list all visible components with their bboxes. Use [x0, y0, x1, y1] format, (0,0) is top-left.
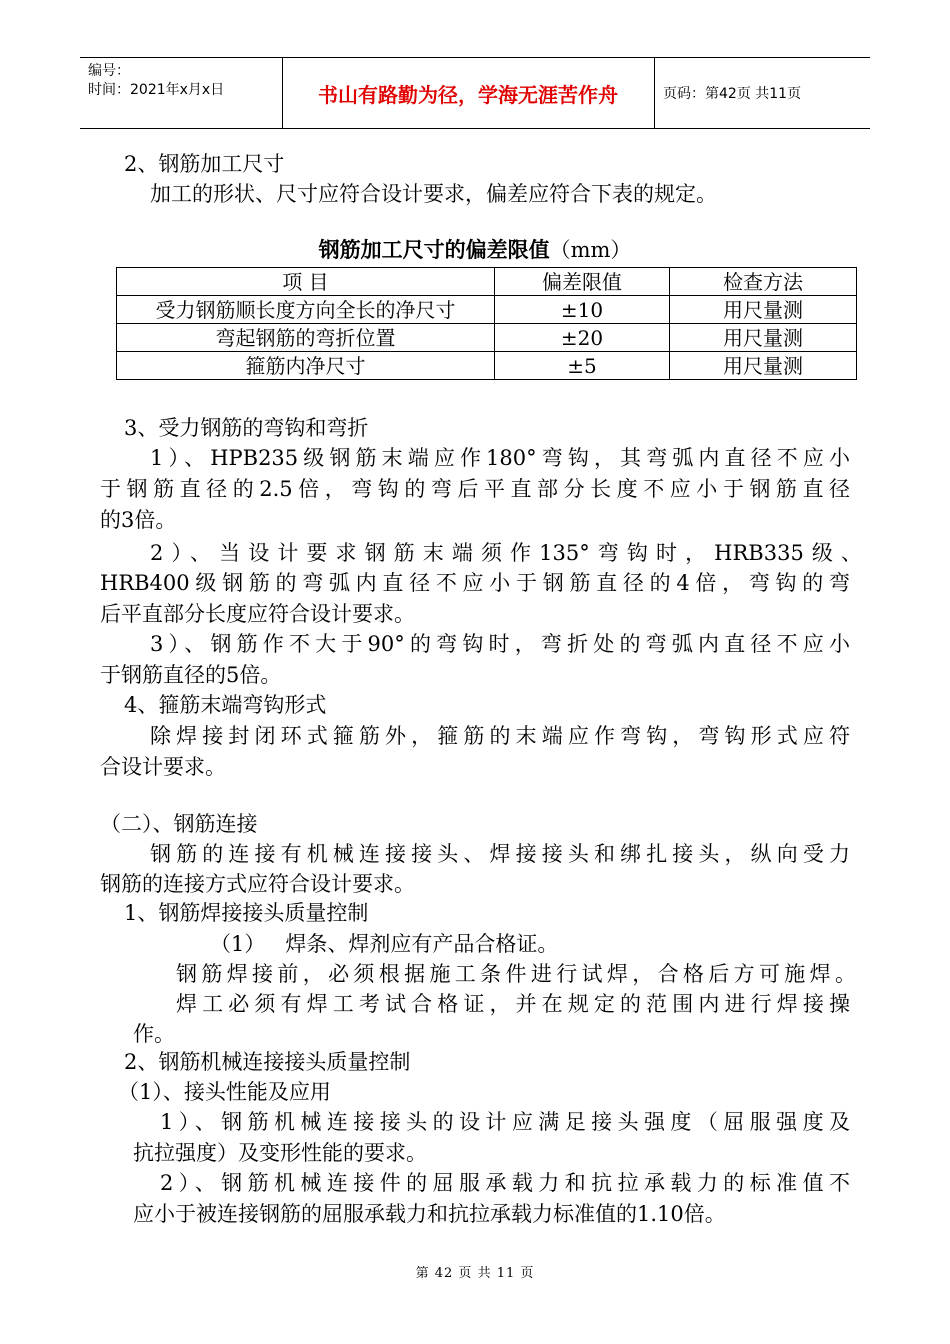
table-cell: 受力钢筋顺长度方向全长的净尺寸: [117, 296, 495, 324]
page-footer: 第 42 页 共 11 页: [415, 1266, 535, 1281]
paragraph-line: 1）、钢筋机械连接接头的设计应满足接头强度（屈服强度及: [160, 1110, 850, 1134]
paragraph-line: 于钢筋直径的2.5倍，弯钩的弯后平直部分长度不应小于钢筋直径: [100, 477, 850, 501]
paragraph-line: 2）、当设计要求钢筋末端须作135°弯钩时，HRB335级、: [150, 541, 862, 565]
deviation-table: [116, 267, 857, 380]
paragraph-line: 抗拉强度）及变形性能的要求。: [133, 1141, 427, 1165]
paragraph-line: 焊工必须有焊工考试合格证，并在规定的范围内进行焊接操: [176, 992, 850, 1016]
paragraph-line: 1）、HPB235级钢筋末端应作180°弯钩，其弯弧内直径不应小: [150, 446, 850, 470]
table-cell: ±5: [495, 352, 670, 380]
table-header-cell: 偏差限值: [495, 268, 670, 296]
section-heading: 1、钢筋焊接接头质量控制: [124, 901, 369, 925]
table-cell: ±10: [495, 296, 670, 324]
section-heading: 3、受力钢筋的弯钩和弯折: [124, 416, 369, 440]
paragraph-line: 钢筋焊接前，必须根据施工条件进行试焊，合格后方可施焊。: [176, 962, 856, 986]
section-heading: （二）、钢筋连接: [100, 812, 258, 836]
table-cell: ±20: [495, 324, 670, 352]
table-header-cell: 检查方法: [670, 268, 857, 296]
section-heading: 2、钢筋加工尺寸: [124, 152, 285, 176]
table-cell: 用尺量测: [670, 352, 857, 380]
paragraph-line: 加工的形状、尺寸应符合设计要求，偏差应符合下表的规定。: [150, 182, 717, 206]
paragraph-line: HRB400级钢筋的弯弧内直径不应小于钢筋直径的4倍，弯钩的弯: [100, 571, 850, 595]
section-heading: 2、钢筋机械连接接头质量控制: [124, 1050, 411, 1074]
table-cell: 用尺量测: [670, 324, 857, 352]
header-meta: [88, 62, 280, 100]
table-header-cell: 项 目: [117, 268, 495, 296]
paragraph-line: 3）、钢筋作不大于90°的弯钩时，弯折处的弯弧内直径不应小: [150, 632, 850, 656]
table-row: [117, 352, 857, 380]
table-cell: 弯起钢筋的弯折位置: [117, 324, 495, 352]
table-cell: 用尺量测: [670, 296, 857, 324]
paragraph-line: 后平直部分长度应符合设计要求。: [100, 602, 415, 626]
code-label: 编号：: [88, 63, 130, 79]
paragraph-line: 应小于被连接钢筋的屈服承载力和抗拉承载力标准值的1.10倍。: [133, 1202, 726, 1226]
table-title: [0, 236, 950, 264]
paragraph-line: 除焊接封闭环式箍筋外，箍筋的末端应作弯钩，弯钩形式应符: [150, 724, 850, 748]
section-heading: 4、箍筋末端弯钩形式: [124, 693, 327, 717]
table-row: [117, 324, 857, 352]
section-heading: （1）、接头性能及应用: [118, 1080, 331, 1104]
table-title-main: 钢筋加工尺寸的偏差限值: [318, 237, 550, 262]
table-row: [117, 296, 857, 324]
paragraph-line: 于钢筋直径的5倍。: [100, 663, 282, 687]
header-page-info: 页码：第42页 共11页: [663, 86, 802, 102]
paragraph-line: 2）、钢筋机械连接件的屈服承载力和抗拉承载力的标准值不: [160, 1171, 850, 1195]
time-label: 时间：2021年x月x日: [88, 82, 225, 98]
paragraph-line: 钢筋的连接有机械连接接头、焊接接头和绑扎接头，纵向受力: [150, 842, 850, 866]
table-cell: 箍筋内净尺寸: [117, 352, 495, 380]
paragraph-line: （1） 焊条、焊剂应有产品合格证。: [210, 932, 559, 956]
paragraph-line: 合设计要求。: [100, 755, 226, 779]
header-motto: 书山有路勤为径，学海无涯苦作舟: [318, 82, 618, 107]
header-divider: [654, 58, 655, 128]
page-header: [80, 57, 870, 129]
table-title-unit: （mm）: [549, 238, 632, 262]
paragraph-line: 的3倍。: [100, 508, 177, 532]
table-header-row: [117, 268, 857, 296]
paragraph-line: 钢筋的连接方式应符合设计要求。: [100, 872, 415, 896]
paragraph-line: 作。: [133, 1022, 175, 1046]
